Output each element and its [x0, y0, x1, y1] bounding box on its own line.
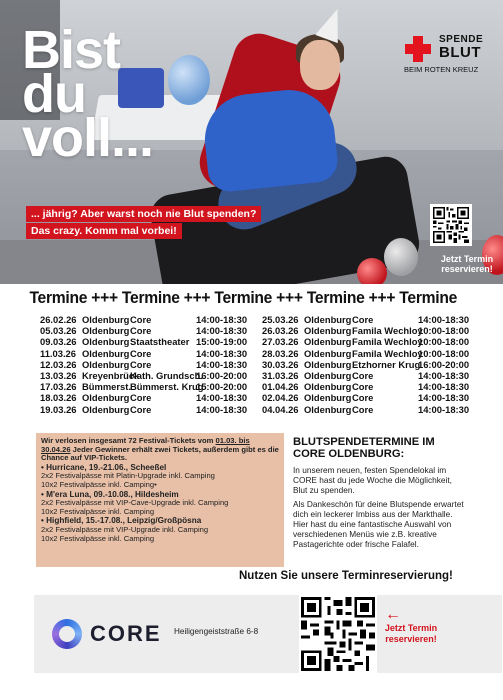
schedule-row — [262, 370, 488, 381]
core-wordmark: CORE — [90, 621, 162, 646]
schedule-row — [262, 336, 488, 347]
schedule-row — [262, 314, 488, 325]
schedule-date: 31.03.26 — [262, 370, 299, 382]
tagline-line-1: ... jährig? Aber warst noch nie Blut spenden? — [26, 206, 261, 222]
balloon-blue-image — [168, 55, 210, 105]
hero-reserve-text[interactable]: Jetzt Termin reservieren! — [440, 254, 494, 274]
schedule-date: 26.03.26 — [262, 325, 299, 337]
tagline — [26, 206, 261, 240]
red-cross-icon — [405, 36, 431, 62]
festival-prize: 10x2 Festivalpässe inkl. Camping• — [41, 479, 157, 489]
schedule-row — [262, 359, 488, 370]
termine-banner: Termine +++ Termine +++ Termine +++ Termine +++ Termine — [29, 288, 458, 307]
schedule-time: 14:00-18:30 — [418, 392, 470, 404]
schedule-city: Oldenburg — [304, 358, 352, 370]
address: Heiligengeiststraße 6-8 — [174, 627, 259, 636]
core-logo-icon — [52, 619, 82, 649]
balloon-red-image — [357, 258, 387, 284]
schedule-row — [262, 392, 488, 403]
schedule-date: 30.03.26 — [262, 358, 299, 370]
schedule-date: 13.03.26 — [40, 370, 77, 382]
schedule-venue: Core — [352, 392, 374, 404]
schedule-venue: Core — [130, 358, 152, 370]
festival-list — [41, 464, 279, 543]
schedule-date: 17.03.26 — [40, 381, 77, 393]
schedule-time: 15:00-19:00 — [196, 336, 248, 348]
footer — [34, 595, 502, 673]
schedule-venue: Core — [130, 325, 152, 337]
schedule-time: 14:00-18:30 — [418, 314, 470, 325]
schedule-venue: Famila Wechloy — [352, 325, 423, 337]
schedule-time: 14:00-18:30 — [196, 347, 248, 359]
raffle-intro-c: Jeder Gewinner erhält zwei Tickets, außerdem gibt es die Chance auf VIP-Tickets. — [41, 444, 279, 463]
schedule-city: Oldenburg — [304, 403, 352, 415]
festival-prize: 2x2 Festivalpässe mit VIP-Upgrade inkl. Camping — [41, 524, 209, 534]
headline-line-3: voll... — [22, 108, 154, 168]
schedule-date: 28.03.26 — [262, 347, 299, 359]
schedule-date: 02.04.26 — [262, 392, 299, 404]
logo-line-3: BEIM ROTEN KREUZ — [404, 65, 479, 74]
qr-code-hero[interactable] — [430, 204, 472, 246]
info-paragraph-1: In unserem neuen, festen Spendelokal im CORE hast du jede Woche die Möglichkeit, Blut zu spenden. — [293, 464, 452, 495]
schedule-row — [262, 325, 488, 336]
schedule-date: 04.04.26 — [262, 403, 299, 415]
schedule-left — [40, 314, 266, 415]
schedule-time: 16:00-20:00 — [196, 370, 248, 382]
schedule-venue: Core — [352, 403, 374, 415]
schedule-time: 14:00-18:30 — [196, 325, 248, 337]
schedule-date: 26.02.26 — [40, 314, 77, 325]
schedule-city: Oldenburg — [304, 314, 352, 325]
schedule-time: 10:00-18:00 — [418, 336, 470, 348]
person-head — [300, 40, 340, 90]
tagline-line-2: Das crazy. Komm mal vorbei! — [26, 223, 182, 239]
schedule-venue: Famila Wechloy — [352, 347, 423, 359]
schedule-city: Oldenburg — [82, 403, 130, 415]
headline-line-2: du — [22, 64, 86, 124]
schedule-time: 14:00-18:30 — [196, 392, 248, 404]
raffle-box — [36, 433, 284, 567]
qr-icon — [301, 597, 375, 671]
schedule-venue: Core — [352, 314, 374, 325]
schedule-time: 14:00-18:30 — [196, 403, 248, 415]
schedule-row — [40, 392, 266, 403]
schedule-city: Kreyenbrück — [82, 370, 140, 382]
schedule-row — [262, 381, 488, 392]
schedule-date: 27.03.26 — [262, 336, 299, 348]
schedule-city: Oldenburg — [82, 358, 130, 370]
schedule-city: Oldenburg — [304, 336, 352, 348]
schedule-date: 11.03.26 — [40, 347, 76, 359]
raffle-intro-date: 01.03. bis 30.04.26 — [41, 436, 250, 454]
schedule-date: 01.04.26 — [262, 381, 299, 393]
footer-reserve-text[interactable]: Jetzt Termin reservieren! — [384, 623, 438, 644]
schedule-venue: Bümmerst. Krug — [130, 381, 204, 393]
schedule-venue: Core — [130, 347, 152, 359]
schedule-date: 18.03.26 — [40, 392, 77, 404]
schedule-venue: Core — [130, 314, 152, 325]
festival-prize: 10x2 Festivalpässe inkl. Camping — [41, 506, 155, 516]
arrow-left-icon: ← — [385, 606, 401, 623]
qr-code-footer[interactable] — [299, 595, 377, 673]
headline-line-1: Bist — [22, 20, 121, 80]
balloon-grey-image — [384, 238, 418, 276]
headline — [22, 20, 154, 168]
info-title: BLUTSPENDETERMINE IM CORE OLDENBURG: — [293, 436, 435, 461]
schedule-city: Oldenburg — [82, 325, 130, 337]
schedule-city: Oldenburg — [304, 381, 352, 393]
schedule-time: 10:00-18:00 — [418, 325, 470, 337]
schedule-row — [40, 314, 266, 325]
raffle-intro — [41, 437, 279, 463]
schedule-time: 14:00-18:30 — [418, 403, 470, 415]
schedule-time: 14:00-18:30 — [418, 381, 470, 393]
schedule-time: 10:00-18:00 — [418, 347, 470, 359]
qr-icon — [433, 207, 469, 243]
schedule-time: 15:00-20:00 — [196, 381, 248, 393]
schedule-venue: Core — [130, 403, 152, 415]
schedule-date: 25.03.26 — [262, 314, 299, 325]
schedule-time: 14:00-18:30 — [418, 370, 470, 382]
schedule-time: 16:00-20:00 — [418, 358, 470, 370]
schedule-city: Oldenburg — [304, 347, 352, 359]
schedule-right — [262, 314, 488, 415]
logo-line-2: BLUT — [439, 44, 481, 61]
schedule-venue: Etzhorner Krug — [352, 358, 421, 370]
schedule-row — [40, 404, 266, 415]
schedule-row — [40, 336, 266, 347]
schedule-city: Bümmerst. — [82, 381, 131, 393]
schedule-date: 19.03.26 — [40, 403, 77, 415]
schedule-row — [40, 359, 266, 370]
schedule-time: 14:00-18:30 — [196, 314, 248, 325]
schedule-venue: Kath. Grundsch. — [130, 370, 203, 382]
festival-name: • Highfield, 15.-17.08., Leipzig/Großpösna — [41, 516, 202, 526]
festival-prize: 10x2 Festivalpässe inkl. Camping — [41, 533, 155, 543]
core-info — [293, 436, 468, 549]
festival-prize: 2x2 Festivalpässe mit VIP-Cave-Upgrade inkl. Camping — [41, 498, 229, 508]
schedule-venue: Core — [352, 370, 374, 382]
schedule-row — [40, 325, 266, 336]
schedule-city: Oldenburg — [82, 314, 130, 325]
schedule-city: Oldenburg — [82, 392, 130, 404]
schedule-city: Oldenburg — [304, 370, 352, 382]
schedule-date: 12.03.26 — [40, 358, 77, 370]
schedule-date: 09.03.26 — [40, 336, 77, 348]
schedule-city: Oldenburg — [304, 325, 352, 337]
raffle-intro-a: Wir verlosen insgesamt 72 Festival-Tickets vom — [41, 436, 216, 445]
schedule-row — [40, 348, 266, 359]
schedule-row — [262, 404, 488, 415]
festival-name: • Hurricane, 19.-21.06., Scheeßel — [41, 462, 167, 472]
schedule-row — [40, 370, 266, 381]
hero-photo — [0, 0, 503, 284]
schedule-city: Oldenburg — [82, 347, 130, 359]
schedule-venue: Core — [352, 381, 374, 393]
schedule-time: 14:00-18:30 — [196, 358, 248, 370]
schedule-venue: Staatstheater — [130, 336, 190, 348]
schedule-city: Oldenburg — [304, 392, 352, 404]
reservation-callout: Nutzen Sie unsere Terminreservierung! — [239, 570, 453, 582]
festival-name: • M'era Luna, 09.-10.08., Hildesheim — [41, 489, 179, 499]
schedule-date: 05.03.26 — [40, 325, 77, 337]
schedule-venue: Core — [130, 392, 152, 404]
schedule-row — [262, 348, 488, 359]
schedule-venue: Famila Wechloy — [352, 336, 423, 348]
schedule-city: Oldenburg — [82, 336, 130, 348]
info-paragraph-2: Als Dankeschön für deine Blutspende erwartet dich ein leckerer Imbiss aus der Markthalle. Hier hast du eine fantastische Auswahl von verschiedenen Menüs wie z.B. kreative Pastagerichte oder frische Falafel. — [293, 498, 464, 549]
schedule-row — [40, 381, 266, 392]
logo-line-1: SPENDE — [439, 34, 484, 45]
festival-prize: 2x2 Festivalpässe mit Platin-Upgrade inkl. Camping — [41, 471, 215, 481]
